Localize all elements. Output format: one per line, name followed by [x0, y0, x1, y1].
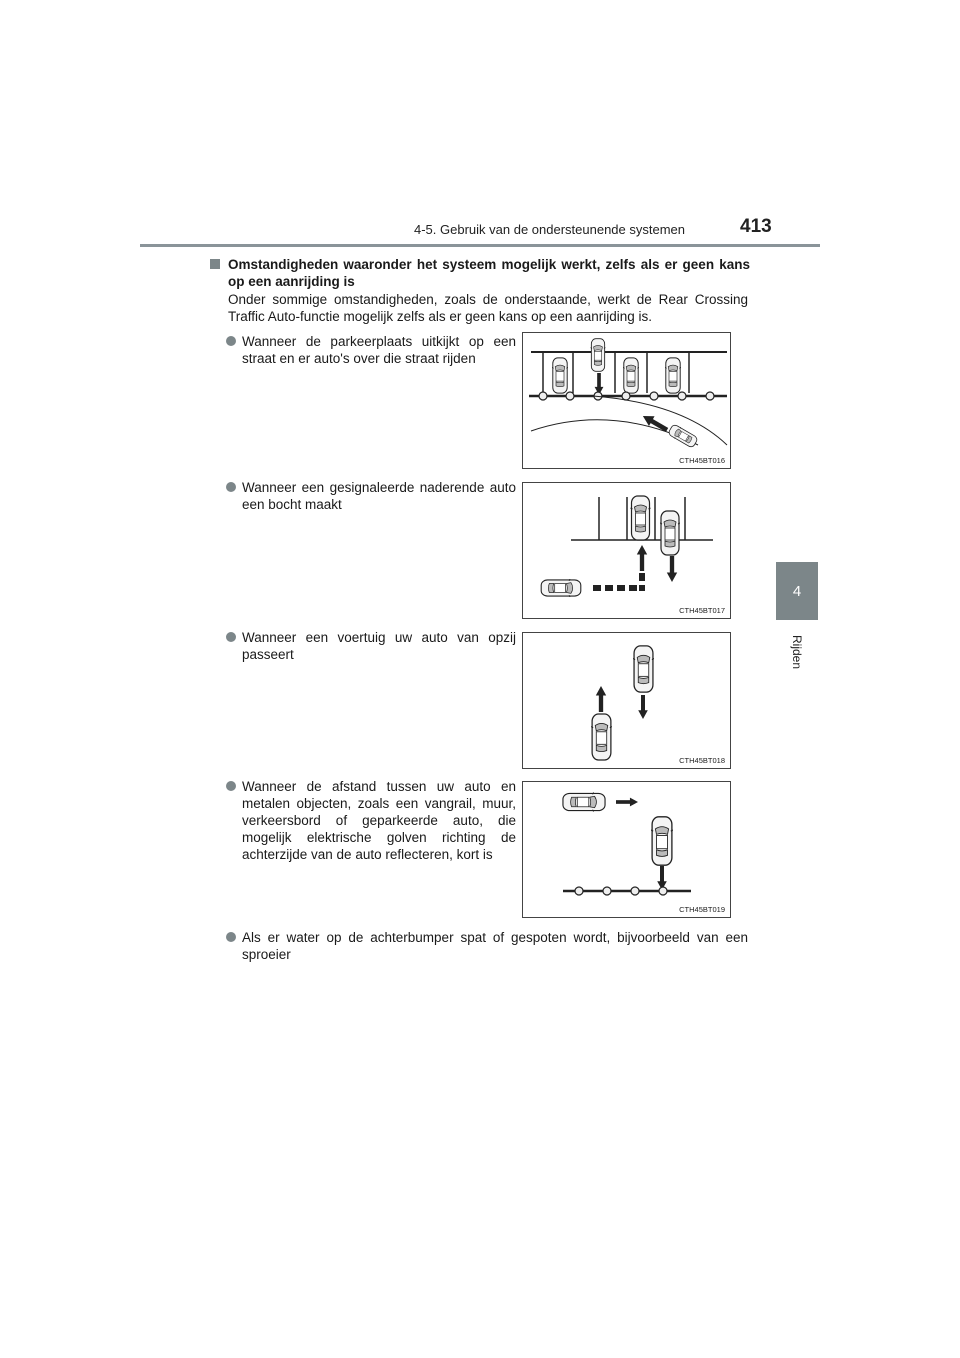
figure-metal-objects-nearby: [522, 781, 731, 918]
figure-parking-lot-street: [522, 332, 731, 469]
circle-bullet-icon: [226, 482, 236, 492]
chapter-number: 4: [792, 582, 802, 600]
list-item: [226, 333, 516, 367]
list-item: [226, 479, 516, 513]
running-header-title: 4-5. Gebruik van de ondersteunende systemen: [414, 222, 686, 237]
chapter-tab: [776, 562, 818, 620]
chapter-label: [776, 632, 818, 672]
figure-vehicle-passing-side: [522, 632, 731, 769]
section-heading: [210, 256, 750, 290]
list-item-text: Als er water op de achterbumper spat of gespoten wordt, bijvoorbeeld van een sproeier: [242, 930, 748, 962]
header-rule: [140, 244, 820, 247]
chapter-label-text: Rijden: [790, 634, 804, 670]
circle-bullet-icon: [226, 336, 236, 346]
figure-approaching-car-turning: [522, 482, 731, 619]
circle-bullet-icon: [226, 781, 236, 791]
list-item: [226, 778, 516, 863]
list-item-text: Wanneer de afstand tussen uw auto en metalen objecten, zoals een vangrail, muur, verkeersbord of geparkeerde auto, die mogelijk elektrische golven richting de achterzijde van de auto reflecteren, kort is: [242, 779, 516, 862]
list-item-text: Wanneer een gesignaleerde naderende auto een bocht maakt: [242, 480, 516, 512]
list-item-text: Wanneer een voertuig uw auto van opzij passeert: [242, 630, 516, 662]
figure-code: CTH45BT017: [679, 606, 725, 615]
page-number: 413: [740, 216, 772, 237]
figure-code: CTH45BT019: [679, 905, 725, 914]
circle-bullet-icon: [226, 632, 236, 642]
list-item: [226, 629, 516, 663]
list-item: [226, 929, 748, 963]
section-intro: Onder sommige omstandigheden, zoals de onderstaande, werkt de Rear Crossing Traffic Auto-functie mogelijk zelfs als er geen kans op een aanrijding is.: [228, 292, 748, 324]
figure-code: CTH45BT016: [679, 456, 725, 465]
circle-bullet-icon: [226, 932, 236, 942]
figure-code: CTH45BT018: [679, 756, 725, 765]
section-heading-text: Omstandigheden waaronder het systeem mogelijk werkt, zelfs als er geen kans op een aanrijding is: [228, 257, 750, 289]
list-item-text: Wanneer de parkeerplaats uitkijkt op een straat en er auto's over die straat rijden: [242, 334, 516, 366]
